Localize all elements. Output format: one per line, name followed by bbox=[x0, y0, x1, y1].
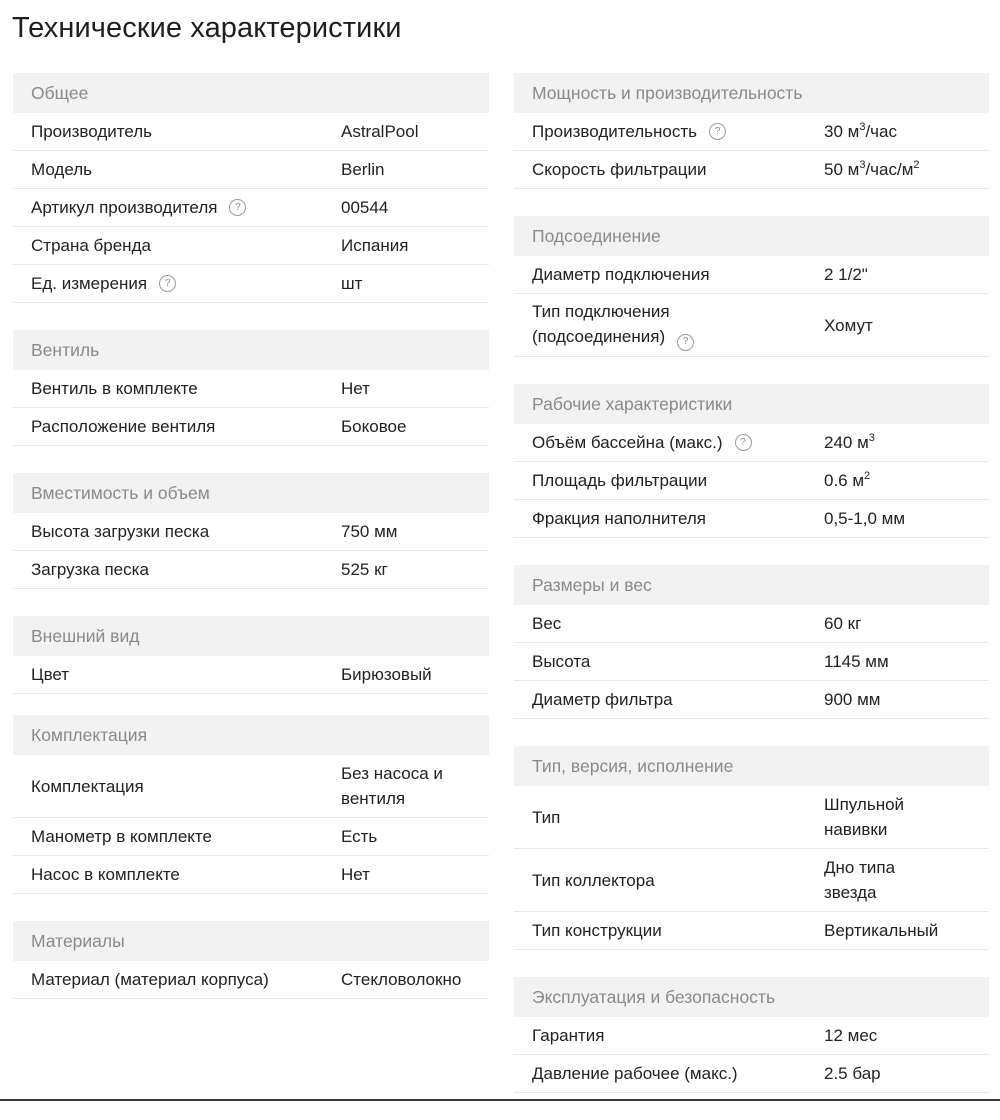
superscript: 3 bbox=[868, 432, 875, 444]
section-connection bbox=[514, 216, 989, 357]
spec-value: 2.5 бар bbox=[824, 1064, 881, 1083]
spec-value: 900 мм bbox=[824, 690, 881, 709]
spec-row-throughput bbox=[514, 113, 989, 151]
question-circle-icon[interactable]: ? bbox=[229, 199, 246, 216]
spec-label-line-with-help bbox=[532, 324, 694, 351]
spec-label-text: Артикул производителя bbox=[31, 198, 218, 217]
spec-label: Вес bbox=[532, 614, 562, 633]
specs-left-column bbox=[13, 73, 489, 1026]
spec-label: Скорость фильтрации bbox=[532, 160, 707, 179]
section-valve bbox=[13, 330, 489, 446]
spec-label: Расположение вентиля bbox=[31, 417, 216, 436]
spec-value: Нет bbox=[341, 379, 370, 398]
spec-value-text: 0.6 м bbox=[824, 471, 865, 490]
spec-value: 12 мес bbox=[824, 1026, 878, 1045]
section-general bbox=[13, 73, 489, 303]
spec-row-fraction bbox=[514, 500, 989, 538]
section-header-appearance: Внешний вид bbox=[13, 616, 489, 656]
spec-row-filter-area bbox=[514, 462, 989, 500]
spec-label-with-help bbox=[514, 430, 824, 455]
spec-value-text: 240 м bbox=[824, 433, 869, 452]
spec-row-connection-type bbox=[514, 294, 989, 357]
spec-value: 2 1/2" bbox=[824, 265, 868, 284]
spec-label: Манометр в комплекте bbox=[31, 827, 212, 846]
spec-label: Модель bbox=[31, 160, 93, 179]
spec-row-package bbox=[13, 755, 489, 818]
spec-value-line: Без насоса и bbox=[341, 764, 443, 783]
section-header-working: Рабочие характеристики bbox=[514, 384, 989, 424]
spec-label-line: Тип подключения bbox=[532, 302, 670, 322]
superscript: 3 bbox=[859, 121, 866, 133]
section-dimensions bbox=[514, 565, 989, 719]
spec-value: Боковое bbox=[341, 417, 407, 436]
spec-label-with-help bbox=[514, 119, 824, 144]
spec-label: Высота bbox=[532, 652, 591, 671]
spec-value: Стекловолокно bbox=[341, 970, 462, 989]
spec-row-pressure bbox=[514, 1055, 989, 1093]
spec-row-filtration-speed bbox=[514, 151, 989, 189]
spec-label: Фракция наполнителя bbox=[532, 509, 706, 528]
section-header-operation: Эксплуатация и безопасность bbox=[514, 977, 989, 1017]
spec-value: Нет bbox=[341, 865, 370, 884]
spec-row-filter-diameter bbox=[514, 681, 989, 719]
question-circle-icon[interactable]: ? bbox=[709, 123, 726, 140]
spec-value-multiline bbox=[341, 761, 489, 811]
spec-label: Диаметр подключения bbox=[532, 265, 710, 284]
spec-value: AstralPool bbox=[341, 122, 419, 141]
spec-label: Вентиль в комплекте bbox=[31, 379, 198, 398]
spec-row-color bbox=[13, 656, 489, 694]
spec-row-valve-position bbox=[13, 408, 489, 446]
superscript: 2 bbox=[913, 159, 920, 171]
spec-row-article bbox=[13, 189, 489, 227]
section-header-type: Тип, версия, исполнение bbox=[514, 746, 989, 786]
spec-label: Давление рабочее (макс.) bbox=[532, 1064, 738, 1083]
spec-value-text: /час bbox=[865, 122, 897, 141]
spec-label: Насос в комплекте bbox=[31, 865, 180, 884]
spec-row-connection-diameter bbox=[514, 256, 989, 294]
section-header-materials: Материалы bbox=[13, 921, 489, 961]
superscript: 2 bbox=[864, 470, 871, 482]
spec-label: Гарантия bbox=[532, 1026, 605, 1045]
spec-label: Производитель bbox=[31, 122, 153, 141]
spec-value bbox=[824, 468, 984, 493]
spec-value-line: Дно типа bbox=[824, 858, 896, 877]
spec-value: Berlin bbox=[341, 160, 385, 179]
spec-value: 60 кг bbox=[824, 614, 862, 633]
spec-row-sand-load bbox=[13, 551, 489, 589]
section-header-capacity: Вместимость и объем bbox=[13, 473, 489, 513]
question-circle-icon[interactable]: ? bbox=[735, 434, 752, 451]
spec-label: Площадь фильтрации bbox=[532, 471, 708, 490]
section-package bbox=[13, 715, 489, 894]
section-header-connection: Подсоединение bbox=[514, 216, 989, 256]
spec-label: Высота загрузки песка bbox=[31, 522, 210, 541]
spec-label-text: Объём бассейна (макс.) bbox=[532, 433, 723, 452]
spec-row-material bbox=[13, 961, 489, 999]
spec-row-pool-volume bbox=[514, 424, 989, 462]
spec-row-construction bbox=[514, 912, 989, 950]
section-header-valve: Вентиль bbox=[13, 330, 489, 370]
spec-value: Бирюзовый bbox=[341, 665, 432, 684]
spec-value: Испания bbox=[341, 236, 409, 255]
spec-value-line: Шпульной bbox=[824, 795, 905, 814]
section-working bbox=[514, 384, 989, 538]
specs-right-column bbox=[514, 73, 989, 1120]
spec-value-line: навивки bbox=[824, 820, 888, 839]
spec-label-with-help bbox=[13, 271, 341, 296]
question-circle-icon[interactable]: ? bbox=[159, 275, 176, 292]
spec-label-text: Ед. измерения bbox=[31, 274, 148, 293]
spec-value-multiline bbox=[824, 855, 984, 905]
spec-row-model bbox=[13, 151, 489, 189]
spec-value-text: /час/м bbox=[865, 160, 914, 179]
spec-value-text: 30 м bbox=[824, 122, 860, 141]
spec-value-line: вентиля bbox=[341, 789, 406, 808]
spec-value: Есть bbox=[341, 827, 378, 846]
spec-value: 00544 bbox=[341, 198, 389, 217]
spec-value bbox=[824, 119, 984, 144]
spec-value: 525 кг bbox=[341, 560, 388, 579]
section-header-dimensions: Размеры и вес bbox=[514, 565, 989, 605]
section-header-package: Комплектация bbox=[13, 715, 489, 755]
spec-row-unit bbox=[13, 265, 489, 303]
spec-label-text: Производительность bbox=[532, 122, 698, 141]
section-header-power: Мощность и производительность bbox=[514, 73, 989, 113]
spec-value: Вертикальный bbox=[824, 921, 939, 940]
spec-value-line: звезда bbox=[824, 883, 877, 902]
spec-label: Диаметр фильтра bbox=[532, 690, 673, 709]
section-capacity bbox=[13, 473, 489, 589]
spec-value: 750 мм bbox=[341, 522, 398, 541]
spec-row-collector bbox=[514, 849, 989, 912]
spec-label: Цвет bbox=[31, 665, 70, 684]
spec-label: Тип bbox=[532, 807, 561, 827]
spec-label-line: (подсоединения) bbox=[532, 327, 666, 347]
spec-value: шт bbox=[341, 274, 363, 293]
spec-label-with-help bbox=[13, 195, 341, 220]
spec-row-type bbox=[514, 786, 989, 849]
spec-row-warranty bbox=[514, 1017, 989, 1055]
spec-value-text: 50 м bbox=[824, 160, 860, 179]
spec-row-manufacturer bbox=[13, 113, 489, 151]
spec-value: Хомут bbox=[824, 315, 873, 335]
spec-label: Тип конструкции bbox=[532, 921, 662, 940]
spec-value-multiline bbox=[824, 792, 984, 842]
spec-value bbox=[824, 430, 984, 455]
spec-row-gauge bbox=[13, 818, 489, 856]
spec-label-multiline bbox=[514, 299, 824, 351]
spec-label: Страна бренда bbox=[31, 236, 151, 255]
spec-label: Тип коллектора bbox=[532, 870, 655, 890]
spec-label: Загрузка песка bbox=[31, 560, 149, 579]
question-circle-icon[interactable]: ? bbox=[677, 334, 694, 351]
section-power bbox=[514, 73, 989, 189]
spec-row-valve-included bbox=[13, 370, 489, 408]
section-materials bbox=[13, 921, 489, 999]
spec-label-lines bbox=[532, 299, 694, 351]
section-header-general: Общее bbox=[13, 73, 489, 113]
spec-label: Комплектация bbox=[31, 776, 144, 796]
spec-value bbox=[824, 157, 984, 182]
spec-row-weight bbox=[514, 605, 989, 643]
spec-row-brand-country bbox=[13, 227, 489, 265]
superscript: 3 bbox=[859, 159, 866, 171]
spec-row-pump bbox=[13, 856, 489, 894]
spec-value: 0,5-1,0 мм bbox=[824, 509, 906, 528]
section-type bbox=[514, 746, 989, 950]
section-appearance bbox=[13, 616, 489, 694]
page-title: Технические характеристики bbox=[12, 12, 402, 44]
section-operation bbox=[514, 977, 989, 1093]
spec-label: Материал (материал корпуса) bbox=[31, 970, 269, 989]
spec-value: 1145 мм bbox=[824, 652, 889, 671]
spec-row-height bbox=[514, 643, 989, 681]
spec-row-sand-height bbox=[13, 513, 489, 551]
